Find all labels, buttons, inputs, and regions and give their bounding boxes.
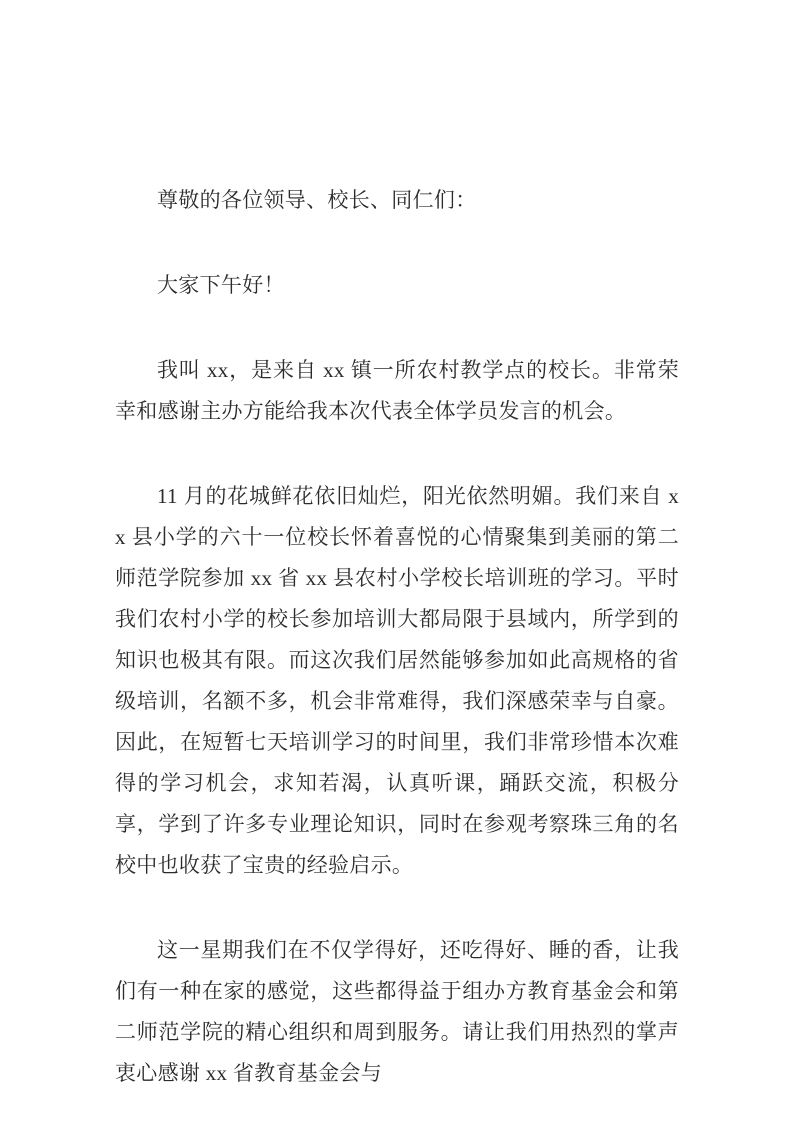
- document-body: [115, 180, 679, 1094]
- greeting-line: 大家下午好！: [157, 273, 285, 297]
- salutation-line: 尊敬的各位领导、校长、同仁们：: [157, 188, 477, 212]
- thanks-paragraph: 这一星期我们在不仅学得好，还吃得好、睡的香，让我们有一种在家的感觉，这些都得益于组办方教育基金会和第二师范学院的精心组织和周到服务。请让我们用热烈的掌声衷心感谢 xx 省教育基金会与: [115, 938, 679, 1085]
- self-introduction-paragraph: 我叫 xx，是来自 xx 镇一所农村教学点的校长。非常荣幸和感谢主办方能给我本次代表全体学员发言的机会。: [115, 358, 679, 423]
- training-experience-paragraph: 11 月的花城鲜花依旧灿烂，阳光依然明媚。我们来自 xx 县小学的六十一位校长怀着喜悦的心情聚集到美丽的第二师范学院参加 xx 省 xx 县农村小学校长培训班的学习。平时我们农村小学的校长参加培训大都局限于县域内，所学到的知识也极其有限。而这次我们居然能够参加如此高规格的省级培训，名额不多，机会非常难得，我们深感荣幸与自豪。因此，在短暂七天培训学习的时间里，我们非常珍惜本次难得的学习机会，求知若渴，认真听课，踊跃交流，积极分享，学到了许多专业理论知识，同时在参观考察珠三角的名校中也收获了宝贵的经验启示。: [115, 484, 679, 877]
